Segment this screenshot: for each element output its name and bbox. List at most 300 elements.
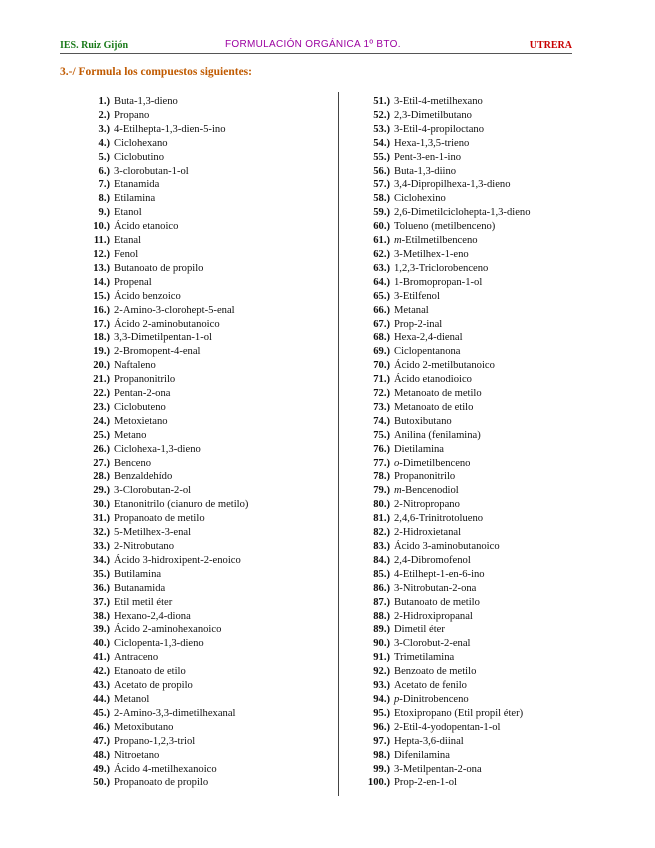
item-number: 86.) [373,582,390,594]
compound-name [114,166,189,177]
compound-name [394,263,488,274]
compound-name-text: 2,4-Dibromofenol [394,554,471,566]
compound-name-text: Trimetilamina [394,652,455,664]
compound-name-text: -Bencenodiol [401,485,459,497]
compound-name [394,666,476,677]
compound-name [114,708,236,719]
compound-name-text: 2,3-Dimetilbutano [394,109,472,121]
compound-name-text: Prop-2-en-1-ol [394,777,457,789]
item-number: 56.) [373,165,390,177]
compound-name [394,680,467,691]
item-number: 32.) [93,527,110,539]
list-item [348,345,588,359]
compound-name [394,458,470,469]
list-item [60,526,330,540]
item-number: 60.) [373,221,390,233]
compound-name-text: Metanoato de etilo [394,401,474,413]
item-number: 72.) [373,388,390,400]
list-item [348,206,588,220]
compound-name [114,513,205,524]
list-item [60,318,330,332]
compound-name [114,430,146,441]
list-item [60,123,330,137]
compound-name-text: 2-Nitropropano [394,499,460,511]
item-number: 59.) [373,207,390,219]
list-item [60,248,330,262]
list-item [60,401,330,415]
list-item [60,457,330,471]
item-number: 79.) [373,485,390,497]
compound-name-text: Benzoato de metilo [394,666,477,678]
item-number: 61.) [373,235,390,247]
compound-name [114,110,149,121]
item-number: 33.) [93,541,110,552]
page-header [60,40,572,54]
item-number: 34.) [93,554,110,566]
compound-name-text: Propenal [114,276,152,288]
item-number: 6.) [98,165,110,177]
compound-name-text: 2,6-Dimetilciclohepta-1,3-dieno [394,207,531,219]
list-item [60,596,330,610]
compound-name [114,666,186,677]
compound-name [394,193,446,204]
compound-name [114,193,155,204]
item-number: 2.) [98,109,110,121]
compound-name-text: Pent-3-en-1-ino [394,151,462,163]
compound-name-text: Tolueno (metilbenceno) [394,221,496,233]
item-number: 94.) [373,693,390,705]
compound-name [114,179,159,190]
compound-name-text: Propanoato de metilo [114,513,205,525]
compound-name [114,471,172,482]
compound-name-text: Benceno [114,457,152,469]
item-number: 19.) [93,346,110,358]
compound-name-text: 2-Nitrobutano [114,541,175,552]
list-item [348,109,588,123]
list-item [60,387,330,401]
item-number: 92.) [373,666,390,678]
compound-name-text: 2,4,6-Trinitrotolueno [394,513,484,525]
list-item [348,262,588,276]
compound-name-text: Acetato de fenilo [394,680,467,692]
item-number: 91.) [373,652,390,664]
compound-name-text: Etil metil éter [114,596,173,608]
item-number: 88.) [373,610,390,622]
list-item [60,109,330,123]
list-item [60,443,330,457]
item-number: 38.) [93,610,110,622]
compound-name-text: 3,3-Dimetilpentan-1-ol [114,332,212,344]
item-number: 21.) [93,374,110,386]
compound-name [114,235,141,246]
item-number: 50.) [93,777,110,789]
list-item [348,721,588,735]
compound-name-text: Dietilamina [394,443,445,455]
list-item [60,220,330,234]
item-number: 26.) [93,443,110,455]
item-number: 77.) [373,457,390,469]
item-number: 71.) [373,374,390,386]
compound-name [394,346,461,357]
item-number: 8.) [98,193,110,205]
compound-name-text: Ciclohexa-1,3-dieno [114,443,201,455]
compound-name [114,124,226,135]
item-number: 25.) [93,429,110,441]
item-number: 83.) [373,541,390,552]
compound-name-text: 3-Clorobut-2-enal [394,638,471,650]
compound-name [114,152,164,163]
isomer-prefix: m [394,235,402,247]
list-item [60,165,330,179]
compound-name-text: 3-Nitrobutan-2-ona [394,582,477,594]
list-item [60,151,330,165]
compound-name-text: Metoxibutano [114,721,174,733]
list-item [60,512,330,526]
list-item [348,290,588,304]
compound-name-text: Ácido 2-metilbutanoico [394,360,495,372]
list-item [60,776,330,790]
compound-name-text: Etanamida [114,179,160,191]
compound-name-text: 3-clorobutan-1-ol [114,165,189,177]
item-number: 69.) [373,346,390,358]
compound-name [114,96,178,107]
compound-name-text: Propano-1,2,3-triol [114,735,196,747]
item-number: 48.) [93,749,110,761]
item-number: 20.) [93,360,110,372]
compound-name [394,694,469,705]
compound-name [394,471,455,482]
compound-name [114,138,168,149]
compound-name [394,764,482,775]
list-item [348,457,588,471]
compound-name-text: Ácido 4-metilhexanoico [114,763,217,775]
compound-name [394,138,469,149]
list-item [60,345,330,359]
question-title: 3.-/ Formula los compuestos siguientes: [60,66,252,78]
compound-name-text: Benzaldehído [114,471,173,483]
item-number: 22.) [93,388,110,400]
list-item [348,137,588,151]
list-item [60,304,330,318]
list-item [60,582,330,596]
compound-name-text: -Etilmetilbenceno [401,235,478,247]
compound-name-text: Metoxietano [114,415,168,427]
compound-name-text: Etanal [114,235,142,247]
document-title: FORMULACIÓN ORGÁNICA 1º BTO. [225,39,401,50]
list-item [348,582,588,596]
compound-name-text: -Dimetilbenceno [399,457,471,469]
list-item [348,554,588,568]
compound-name [114,764,217,775]
list-item [348,596,588,610]
compound-name-text: Butanoato de propilo [114,262,204,274]
item-number: 62.) [373,248,390,260]
list-item [60,429,330,443]
item-number: 99.) [373,763,390,775]
item-number: 16.) [93,304,110,316]
item-number: 58.) [373,193,390,205]
list-item [60,540,330,554]
compound-name-text: Ciclopenta-1,3-dieno [114,638,204,650]
item-number: 42.) [93,666,110,678]
compound-name [394,736,464,747]
item-number: 82.) [373,527,390,539]
list-item [348,637,588,651]
compound-name [394,527,461,538]
compound-name [114,444,201,455]
item-number: 13.) [93,262,110,274]
item-number: 100.) [367,777,390,789]
compound-name [394,221,495,232]
list-item [348,693,588,707]
compound-name [114,750,159,761]
compound-name-text: Buta-1,3-dieno [114,96,178,107]
compound-name-text: Hexa-2,4-dienal [394,332,463,344]
list-item [348,234,588,248]
compound-name-text: Dimetil éter [394,624,445,636]
item-number: 12.) [93,248,110,260]
list-item [60,735,330,749]
compound-name [114,332,212,343]
list-item [60,637,330,651]
compound-name [114,652,158,663]
item-number: 90.) [373,638,390,650]
list-item [60,679,330,693]
list-item [60,331,330,345]
item-number: 84.) [373,554,390,566]
item-number: 98.) [373,749,390,761]
item-number: 81.) [373,513,390,525]
item-number: 11.) [93,235,110,247]
list-item [60,276,330,290]
list-item [60,262,330,276]
compound-name [114,458,151,469]
compound-name-text: 3-Etilfenol [394,290,440,302]
compound-list-right [348,95,588,790]
list-item [348,665,588,679]
list-item [348,248,588,262]
compound-name-text: Acetato de propilo [114,680,193,692]
list-item [60,359,330,373]
list-item [60,610,330,624]
item-number: 65.) [373,290,390,302]
town-name: UTRERA [529,40,572,51]
compound-name [114,207,142,218]
item-number: 15.) [93,290,110,302]
compound-name-text: Metanal [394,304,429,316]
item-number: 68.) [373,332,390,344]
compound-name [114,305,235,316]
list-item [348,651,588,665]
item-number: 31.) [93,513,110,525]
compound-name-text: Ciclohexano [114,137,168,149]
compound-name-text: Ciclopentanona [394,346,461,358]
compound-name-text: Etanonitrilo (cianuro de metilo) [114,499,249,511]
list-item [348,443,588,457]
item-number: 36.) [93,582,110,594]
compound-name-text: Butanoato de metilo [394,596,480,608]
list-item [348,610,588,624]
compound-name [394,332,463,343]
item-number: 85.) [373,568,390,580]
list-item [348,192,588,206]
compound-name [114,360,156,371]
list-item [60,693,330,707]
list-item [348,623,588,637]
compound-name-text: -Dinitrobenceno [399,693,469,705]
item-number: 43.) [93,680,110,692]
compound-name [394,569,485,580]
compound-name [394,110,472,121]
item-number: 66.) [373,304,390,316]
compound-name-text: Etilamina [114,193,156,205]
compound-name-text: Butanamida [114,582,166,594]
list-item [348,387,588,401]
list-item [348,95,588,109]
compound-name [114,611,191,622]
compound-name-text: Propanonitrilo [394,471,456,483]
list-item [60,568,330,582]
compound-name-text: Butoxibutano [394,415,452,427]
item-number: 93.) [373,680,390,692]
compound-name [114,346,201,357]
item-number: 24.) [93,415,110,427]
compound-name [394,652,454,663]
compound-name-text: Metano [114,429,147,441]
list-item [60,484,330,498]
compound-name-text: Anilina (fenilamina) [394,429,481,441]
compound-name-text: Ácido 3-hidroxipent-2-enoico [114,554,241,566]
header-rule [60,53,572,54]
compound-name-text: Ciclohexino [394,193,446,205]
column-divider [338,92,339,796]
compound-name [394,638,471,649]
compound-name [394,124,484,135]
item-number: 57.) [373,179,390,191]
list-item [348,429,588,443]
item-number: 37.) [93,596,110,608]
list-item [60,749,330,763]
item-number: 96.) [373,721,390,733]
compound-name [394,555,471,566]
compound-name-text: Propano [114,109,150,121]
compound-name-text: 2-Hidroxipropanal [394,610,473,622]
list-item [348,735,588,749]
list-item [348,220,588,234]
item-number: 76.) [373,443,390,455]
list-item [348,512,588,526]
compound-name [114,541,174,552]
item-number: 52.) [373,109,390,121]
list-item [60,554,330,568]
list-item [60,623,330,637]
compound-name [114,638,204,649]
compound-name [114,291,181,302]
item-number: 44.) [93,693,110,705]
item-number: 3.) [98,123,110,135]
list-item [348,763,588,777]
compound-name-text: Buta-1,3-diino [394,165,457,177]
compound-name-text: Fenol [114,248,139,260]
list-item [348,568,588,582]
item-number: 46.) [93,721,110,733]
compound-name-text: Propanoato de propilo [114,777,209,789]
item-number: 95.) [373,707,390,719]
list-item [348,498,588,512]
item-number: 78.) [373,471,390,483]
compound-name-text: Ácido benzoico [114,290,181,302]
compound-name [394,513,483,524]
item-number: 47.) [93,735,110,747]
compound-name [394,179,511,190]
list-item [60,498,330,512]
item-number: 67.) [373,318,390,330]
item-number: 30.) [93,499,110,511]
list-item [348,165,588,179]
list-item [60,206,330,220]
compound-name [114,374,175,385]
compound-name [394,388,482,399]
compound-name [394,624,445,635]
item-number: 51.) [373,96,390,107]
list-item [60,373,330,387]
item-number: 28.) [93,471,110,483]
compound-name-text: 3-Clorobutan-2-ol [114,485,192,497]
compound-name [394,291,440,302]
compound-name-text: Ácido 2-aminobutanoico [114,318,220,330]
compound-name [394,722,501,733]
school-name: IES. Ruiz Gijón [60,40,129,51]
compound-name [114,722,173,733]
list-item [348,276,588,290]
compound-name [114,249,138,260]
list-item [60,290,330,304]
isomer-prefix: p [394,693,400,705]
list-item [348,304,588,318]
compound-name-text: Ácido 2-aminohexanoico [114,624,222,636]
compound-name [394,444,444,455]
compound-list-left [60,95,330,790]
item-number: 74.) [373,415,390,427]
compound-name [114,736,195,747]
compound-name-text: 4-Etilhepta-1,3-dien-5-ino [114,123,226,135]
compound-name [394,277,482,288]
compound-name [394,583,476,594]
compound-name-text: 2-Hidroxietanal [394,527,462,539]
item-number: 54.) [373,137,390,149]
compound-name [394,152,461,163]
compound-name [394,777,457,788]
compound-name-text: 1,2,3-Triclorobenceno [394,262,489,274]
compound-name [394,207,531,218]
item-number: 63.) [373,262,390,274]
item-number: 97.) [373,735,390,747]
list-item [348,415,588,429]
compound-name [114,402,166,413]
item-number: 75.) [373,429,390,441]
isomer-prefix: m [394,485,402,497]
list-item [60,707,330,721]
compound-name-text: 3-Etil-4-metilhexano [394,96,483,107]
item-number: 10.) [93,221,110,233]
compound-name-text: Antraceno [114,652,159,664]
item-number: 35.) [93,568,110,580]
item-number: 17.) [93,318,110,330]
compound-name [114,527,191,538]
list-item [60,651,330,665]
list-item [348,151,588,165]
compound-name-text: Etanol [114,207,142,219]
